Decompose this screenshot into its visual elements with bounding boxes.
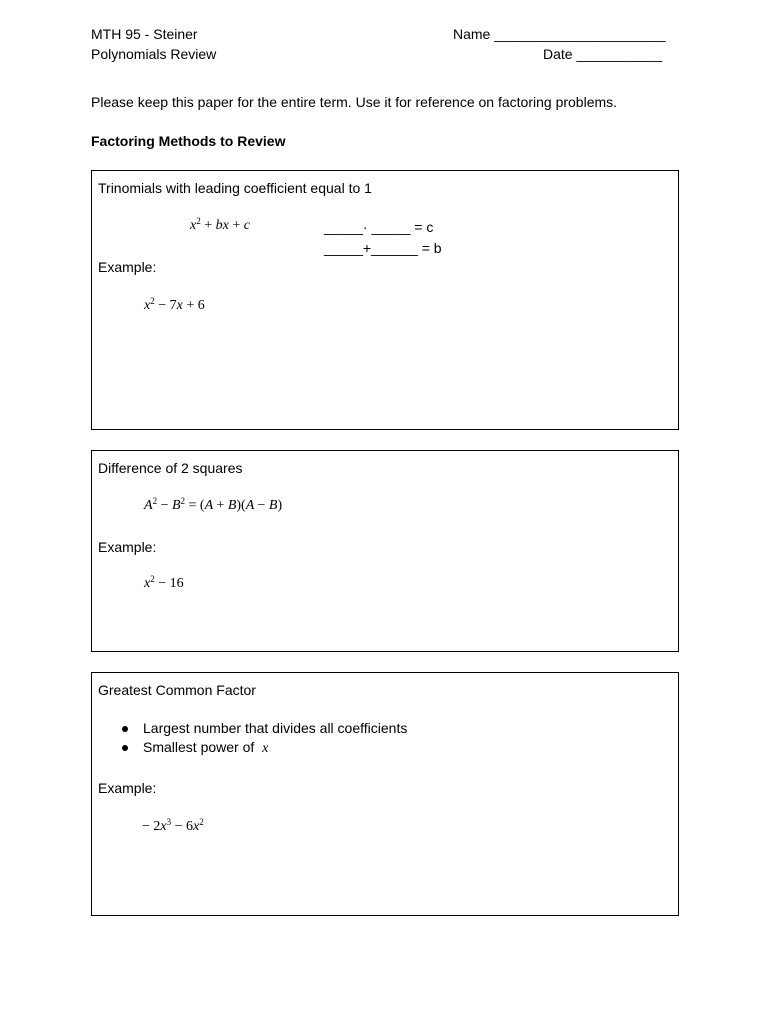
trinomials-title: Trinomials with leading coefficient equal to 1 xyxy=(98,180,372,196)
gcf-bullet-2 xyxy=(143,739,268,757)
course-title: MTH 95 - Steiner xyxy=(91,26,198,42)
gcf-example: − $2x^3 - 6x^2$ xyxy=(142,817,204,834)
intro-text: Please keep this paper for the entire term. Use it for reference on factoring problems. xyxy=(91,94,618,110)
difference-title: Difference of 2 squares xyxy=(98,460,243,476)
difference-of-squares-box xyxy=(91,450,679,652)
example-label: Example: xyxy=(98,539,157,555)
example-label: Example: xyxy=(98,259,157,275)
trinomials-box xyxy=(91,170,679,430)
gcf-bullet-2-text: Smallest power of xyxy=(143,739,255,755)
name-field-label: Name ______________________ xyxy=(453,26,666,42)
bullet-icon xyxy=(122,726,128,732)
difference-example: $x^2 - 16$ xyxy=(144,574,184,591)
product-row: _____· _____ = c xyxy=(324,219,434,235)
bullet-icon xyxy=(122,745,128,751)
date-field-label: Date ___________ xyxy=(543,46,663,62)
sum-row: _____+______ = b xyxy=(324,240,442,256)
trinomial-example: $x^2 - 7x + 6$ xyxy=(144,296,205,313)
gcf-title: Greatest Common Factor xyxy=(98,682,256,698)
document-subtitle: Polynomials Review xyxy=(91,46,217,62)
trinomial-general-form: $x^2$ + bx + c xyxy=(190,216,250,233)
gcf-box xyxy=(91,672,679,916)
difference-formula: $A^2 - B^2 = (A + B)(A - B)$ xyxy=(144,496,283,513)
gcf-bullet-1: Largest number that divides all coefficients xyxy=(143,720,408,736)
example-label: Example: xyxy=(98,780,157,796)
gcf-bullet-2-variable: x xyxy=(262,741,269,756)
section-heading: Factoring Methods to Review xyxy=(91,133,286,149)
